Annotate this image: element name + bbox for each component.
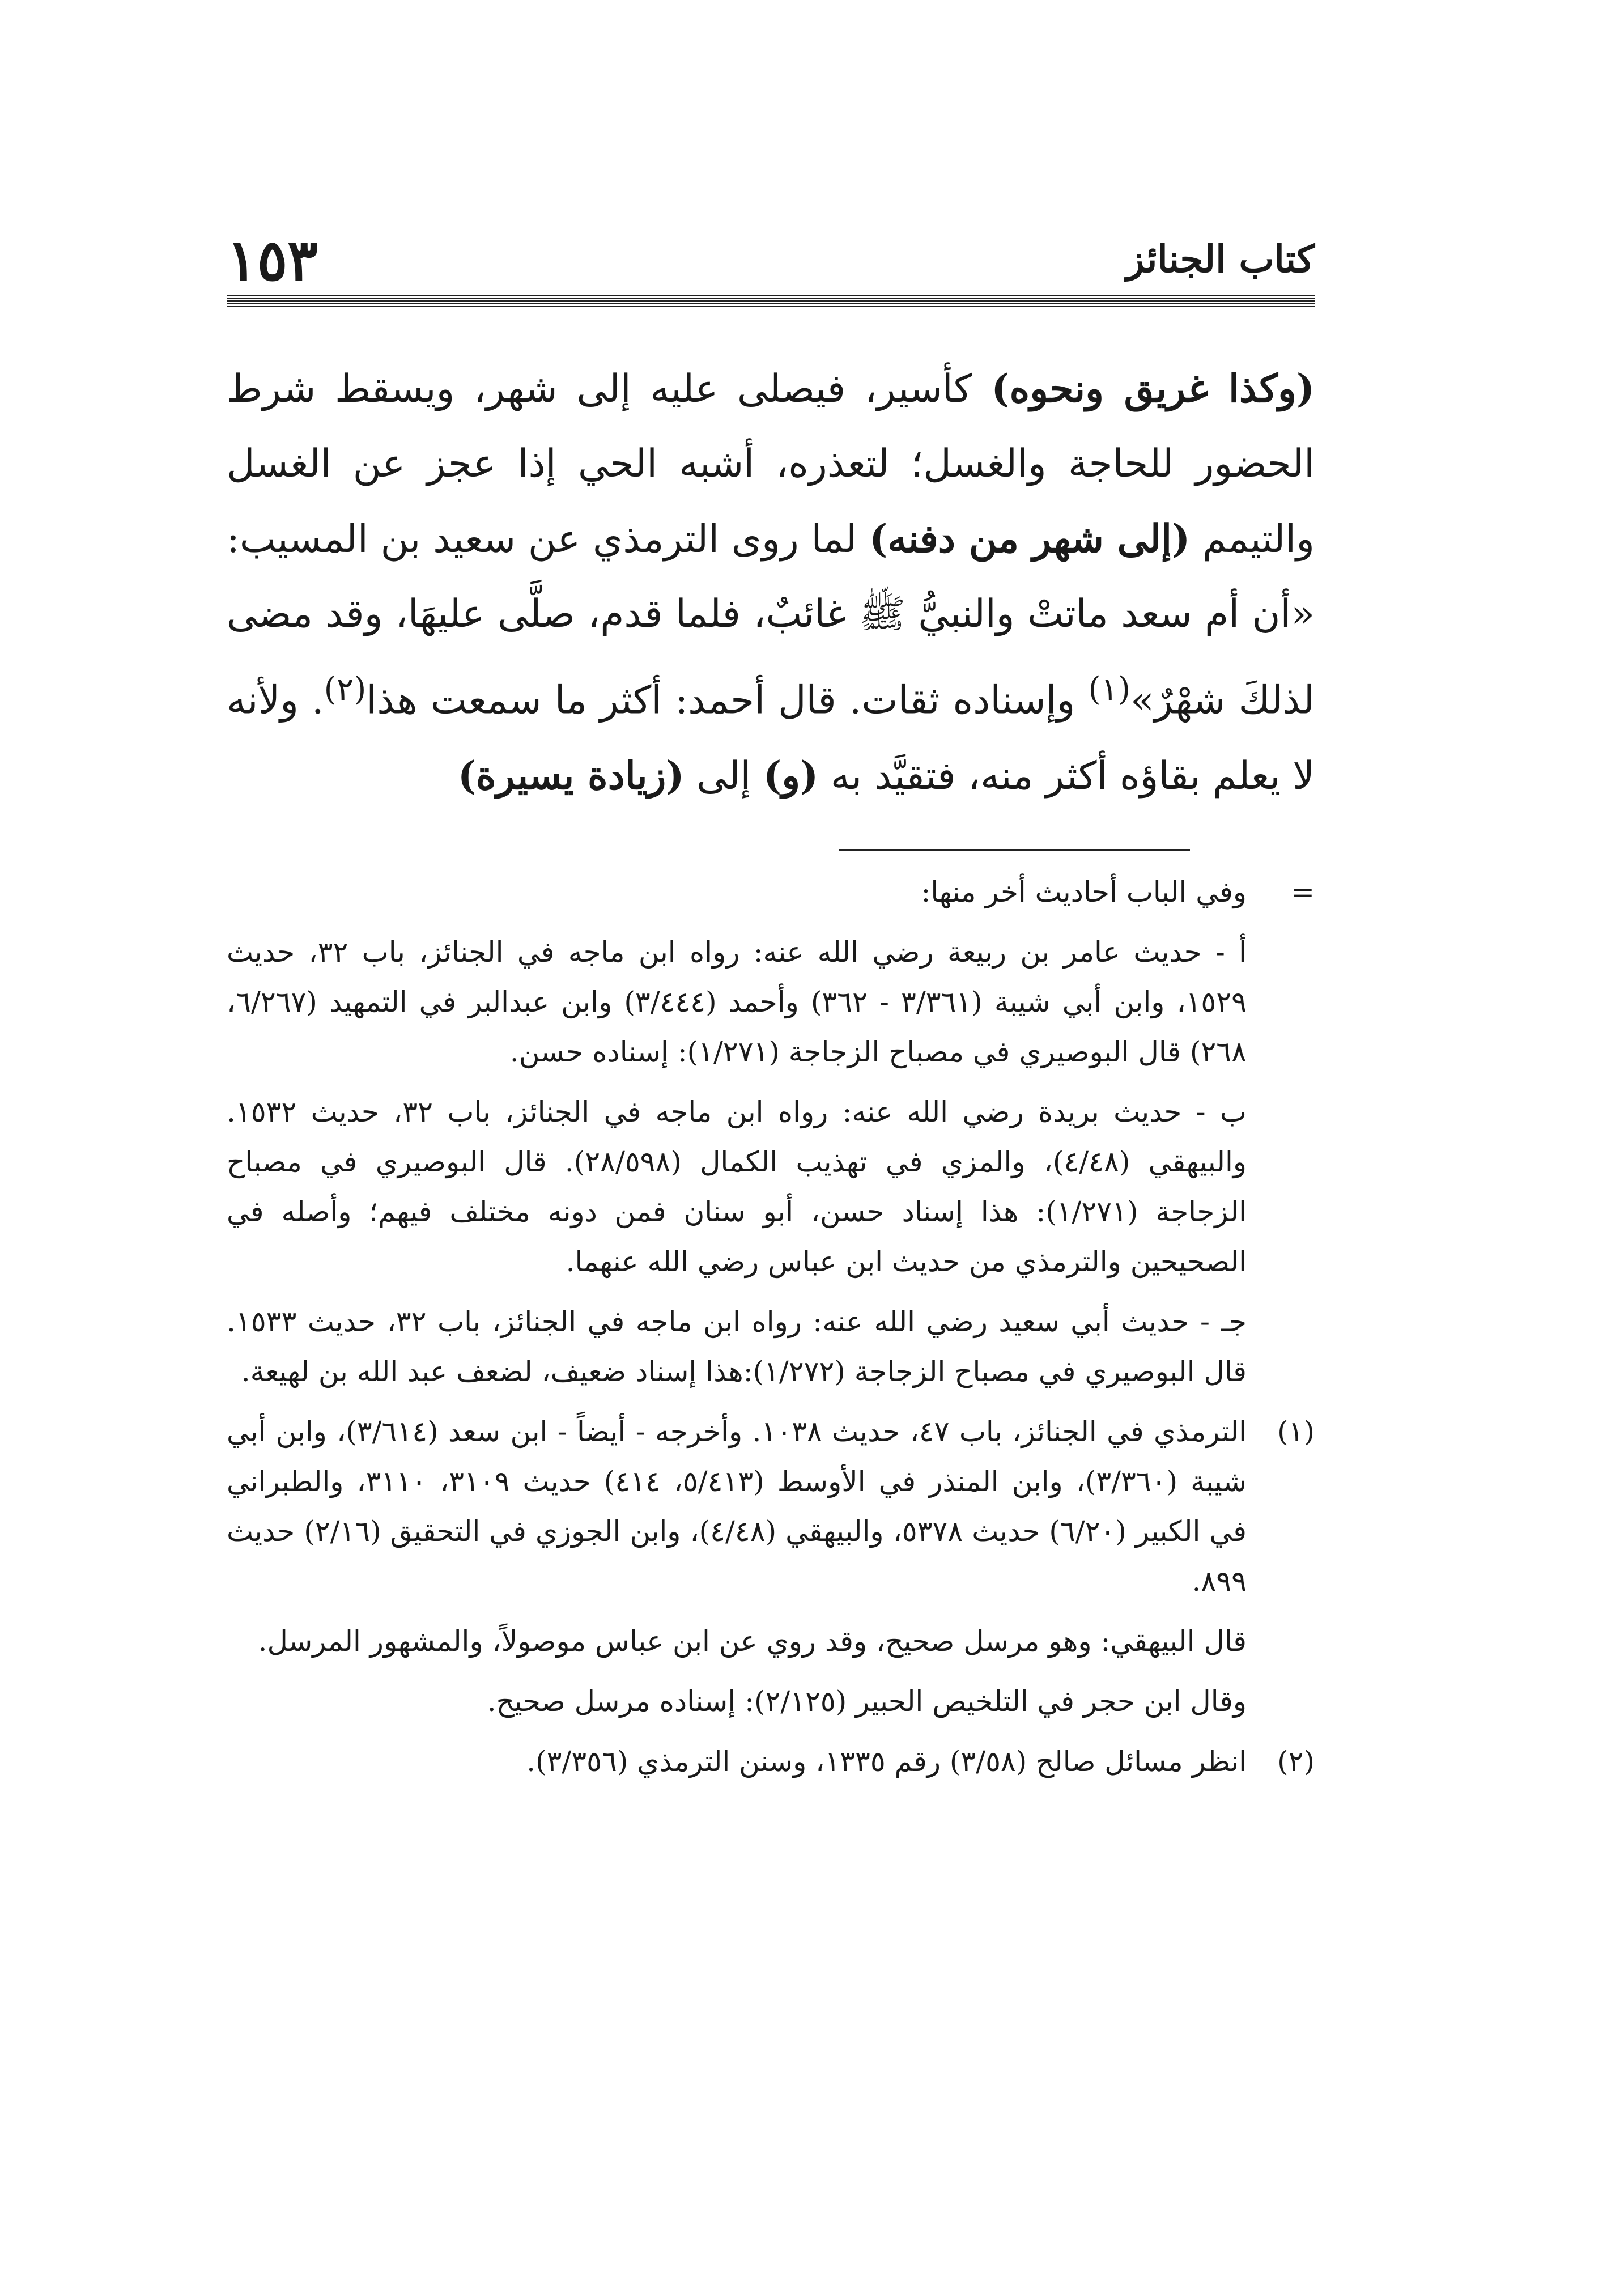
footnotes (227, 867, 1315, 2114)
footnote-2 (227, 1736, 1315, 1797)
footnote-marker: (٢) (1277, 1745, 1315, 1778)
bold-phrase: (و) (763, 753, 819, 799)
footnote-ref: (١) (1088, 670, 1131, 708)
footnote-paragraph: جـ - حديث أبي سعيد رضي الله عنه: رواه ابن ماجه في الجنائز، باب ٣٢، حديث ١٥٣٣. قال البوصيري في مصباح الزجاجة (١/٢٧٢):هذا إسناد ضعيف، لضعف عبد الله بن لهيعة. (227, 1305, 1247, 1388)
footnote-paragraph: ب - حديث بريدة رضي الله عنه: رواه ابن ماجه في الجنائز، باب ٣٢، حديث ١٥٣٢. والبيهقي (٤/٤٨)، والمزي في تهذيب الكمال (٢٨/٥٩٨). قال البوصيري في مصباح الزجاجة (١/٢٧١): هذا إسناد حسن، أبو سنان فمن دونه مختلف فيهم؛ وأصله في الصحيحين والترمذي من حديث ابن عباس رضي الله عنهما. (227, 1095, 1247, 1278)
footnote-paragraph: انظر مسائل صالح (٣/٥٨) رقم ١٣٣٥، وسنن الترمذي (٣/٣٥٦). (526, 1745, 1247, 1778)
footnote-paragraph: وقال ابن حجر في التلخيص الحبير (٢/١٢٥): إسناده مرسل صحيح. (487, 1685, 1247, 1718)
bold-phrase: (وكذا غريق ونحوه) (991, 366, 1315, 411)
running-title: كتاب الجنائز (1126, 237, 1315, 281)
body-text: إلى (684, 753, 764, 799)
footnote-paragraph: أ - حديث عامر بن ربيعة رضي الله عنه: رواه ابن ماجه في الجنائز، باب ٣٢، حديث ١٥٢٩، وابن أبي شيبة (٣/٣٦١ - ٣٦٢) وأحمد (٣/٤٤٤) وابن عبدالبر في التمهيد (٦/٢٦٧، ٢٦٨) قال البوصيري في مصباح الزجاجة (١/٢٧١): إسناده حسن. (227, 936, 1247, 1068)
footnote-body (227, 1736, 1247, 1797)
footnote-marker: (١) (1277, 1415, 1315, 1448)
footnote-continued (227, 867, 1315, 1407)
body-text: كأسير، فيصلى عليه إلى شهر، ويسقط شرط الحضور للحاجة والغسل؛ لتعذره، أشبه الحي إذا عجز عن الغسل والتيمم (227, 367, 1315, 562)
footnote-ref: (٢) (324, 670, 367, 708)
footnote-marker: = (1291, 876, 1315, 908)
header-rule (227, 295, 1315, 309)
bold-phrase: (زيادة يسيرة) (457, 753, 685, 799)
footnote-paragraph: قال البيهقي: وهو مرسل صحيح، وقد روي عن ابن عباس موصولاً، والمشهور المرسل. (258, 1625, 1247, 1658)
body-text: لما روى الترمذي عن سعيد بن المسيب: «أن أم سعد ماتتْ والنبيُّ ﷺ غائبٌ، فلما قدم، صلَّى عليهَا، وقد مضى لذلكَ شهْرٌ» (227, 517, 1315, 723)
body-text: وإسناده ثقات. قال أحمد: أكثر ما سمعت هذا (366, 678, 1089, 723)
footnote-body (227, 867, 1247, 1407)
body-text: . ولأنه لا يعلم بقاؤه أكثر منه، فتقيَّد به (227, 678, 1315, 799)
footnote-paragraph: الترمذي في الجنائز، باب ٤٧، حديث ١٠٣٨. وأخرجه - أيضاً - ابن سعد (٣/٦١٤)، وابن أبي شيبة (٣/٣٦٠)، وابن المنذر في الأوسط (٥/٤١٣، ٤١٤) حديث ٣١٠٩، ٣١١٠، والطبراني في الكبير (٦/٢٠) حديث ٥٣٧٨، والبيهقي (٤/٤٨)، وابن الجوزي في التحقيق (٢/١٦) حديث ٨٩٩. (227, 1415, 1247, 1598)
footnote-paragraph: وفي الباب أحاديث أخر منها: (921, 876, 1247, 908)
footnote-body (227, 1407, 1247, 1736)
main-text (227, 351, 1315, 839)
footnote-separator (839, 849, 1190, 851)
bold-phrase: (إلى شهر من دفنه) (869, 516, 1191, 562)
footnote-1 (227, 1407, 1315, 1736)
page-number: ١٥٣ (227, 227, 318, 294)
page-header (227, 227, 1315, 294)
